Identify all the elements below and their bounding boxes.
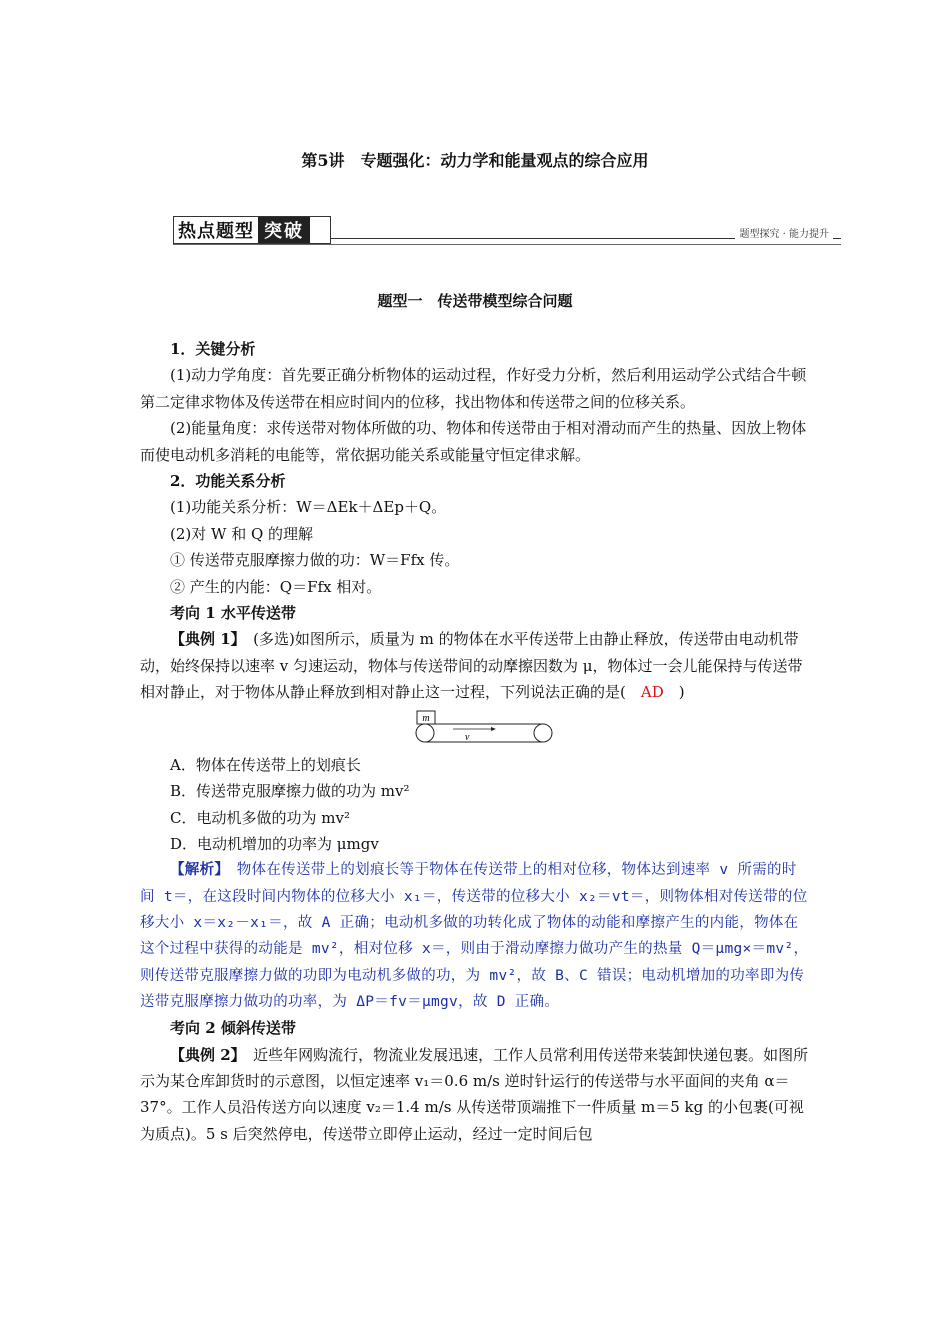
example-2 xyxy=(140,1042,810,1148)
velocity-arrowhead xyxy=(491,727,496,731)
paragraph-energy: (2)能量角度：求传送带对物体所做的功、物体和传送带由于相对滑动而产生的热量、因放上物体而使电动机多消耗的电能等，常依据功能关系或能量守恒定律求解。 xyxy=(140,419,807,464)
banner-rule-lower xyxy=(173,244,841,245)
banner-subtitle: 题型探究 · 能力提升 xyxy=(735,225,833,240)
analysis-text: 物体在传送带上的划痕长等于物体在传送带上的相对位移，物体达到速率 v 所需的时间 t＝，在这段时间内物体的位移大小 x₁＝，传送带的位移大小 x₂＝vt＝，则物体相对传送带的位移大小 x＝x₂－x₁＝，故 A 正确；电动机多做的功转化成了物体的动能和摩擦产生的内能，物体在这个过程中获得的动能是 mv²，相对位移 x＝，则由于滑动摩擦力做功产生的热量 Q＝μmg×＝mv²，则传送带克服摩擦力做的功即为电动机多做的功，为 mv²，故 B、C 错误；电动机增加的功率即为传送带克服摩擦力做功的功率，为 ΔP＝fv＝μmgv，故 D 正确。 xyxy=(140,862,809,1010)
option-c: C．电动机多做的功为 mv² xyxy=(170,808,350,827)
example-1-text: (多选)如图所示，质量为 m 的物体在水平传送带上由静止释放，传送带由电动机带动，始终保持以速率 v 匀速运动，物体与传送带间的动摩擦因数为 μ，物体过一会儿能保持与传送带相对静止，对于物体从静止释放到相对静止这一过程，下列说法正确的是( xyxy=(140,630,803,702)
example-1-label: 【典例 1】 xyxy=(170,630,239,649)
heading-key-analysis: 1．关键分析 xyxy=(170,340,256,358)
analysis-label: 【解析】 xyxy=(170,862,222,879)
paragraph-w-q: (2)对 W 和 Q 的理解 xyxy=(170,524,314,543)
banner-tag xyxy=(173,216,331,244)
section-banner xyxy=(173,216,841,246)
example-1 xyxy=(140,626,810,705)
formula-friction-work: ① 传送带克服摩擦力做的功：W＝Ffx 传。 xyxy=(170,551,460,570)
example-2-label: 【典例 2】 xyxy=(170,1045,239,1064)
left-pulley xyxy=(416,724,434,742)
formula-work-energy: (1)功能关系分析：W＝ΔEk＋ΔEp＋Q。 xyxy=(170,498,447,517)
example-1-close: ) xyxy=(663,683,685,702)
example-1-answer: AD xyxy=(640,683,664,702)
page-title: 第5讲 专题强化：动力学和能量观点的综合应用 xyxy=(301,151,649,170)
heading-function-relation: 2．功能关系分析 xyxy=(170,472,286,491)
heading-inclined-belt: 考向 2 倾斜传送带 xyxy=(170,1019,296,1038)
option-a: A．物体在传送带上的划痕长 xyxy=(170,755,361,774)
block-label: m xyxy=(422,712,430,724)
right-pulley xyxy=(534,724,552,742)
conveyor-belt-diagram xyxy=(395,708,555,748)
analysis xyxy=(140,857,810,1015)
heading-horizontal-belt: 考向 1 水平传送带 xyxy=(170,604,296,623)
banner-tag-left: 热点题型 xyxy=(178,221,254,242)
section-title: 题型一 传送带模型综合问题 xyxy=(377,292,573,310)
banner-tag-right: 突破 xyxy=(258,217,310,243)
paragraph-dynamics: (1)动力学角度：首先要正确分析物体的运动过程，作好受力分析，然后利用运动学公式结合牛顿第二定律求物体及传送带在相应时间内的位移，找出物体和传送带之间的位移关系。 xyxy=(140,366,807,411)
option-d: D．电动机增加的功率为 μmgv xyxy=(170,834,379,853)
formula-heat: ② 产生的内能：Q＝Ffx 相对。 xyxy=(170,577,382,596)
option-b: B．传送带克服摩擦力做的功为 mv² xyxy=(170,782,410,801)
conveyor-figure xyxy=(140,708,810,748)
velocity-label: v xyxy=(465,731,470,743)
example-2-text: 近些年网购流行，物流业发展迅速，工作人员常利用传送带来装卸快递包裹。如图所示为某仓库卸货时的示意图，以恒定速率 v₁＝0.6 m/s 逆时针运行的传送带与水平面间的夹角 α＝37°。工作人员沿传送方向以速度 v₂＝1.4 m/s 从传送带顶端推下一件质量 m＝5 kg 的小包裹(可视为质点)。5 s 后突然停电，传送带立即停止运动，经过一定时间后包 xyxy=(140,1045,809,1143)
document-body xyxy=(140,336,810,1147)
